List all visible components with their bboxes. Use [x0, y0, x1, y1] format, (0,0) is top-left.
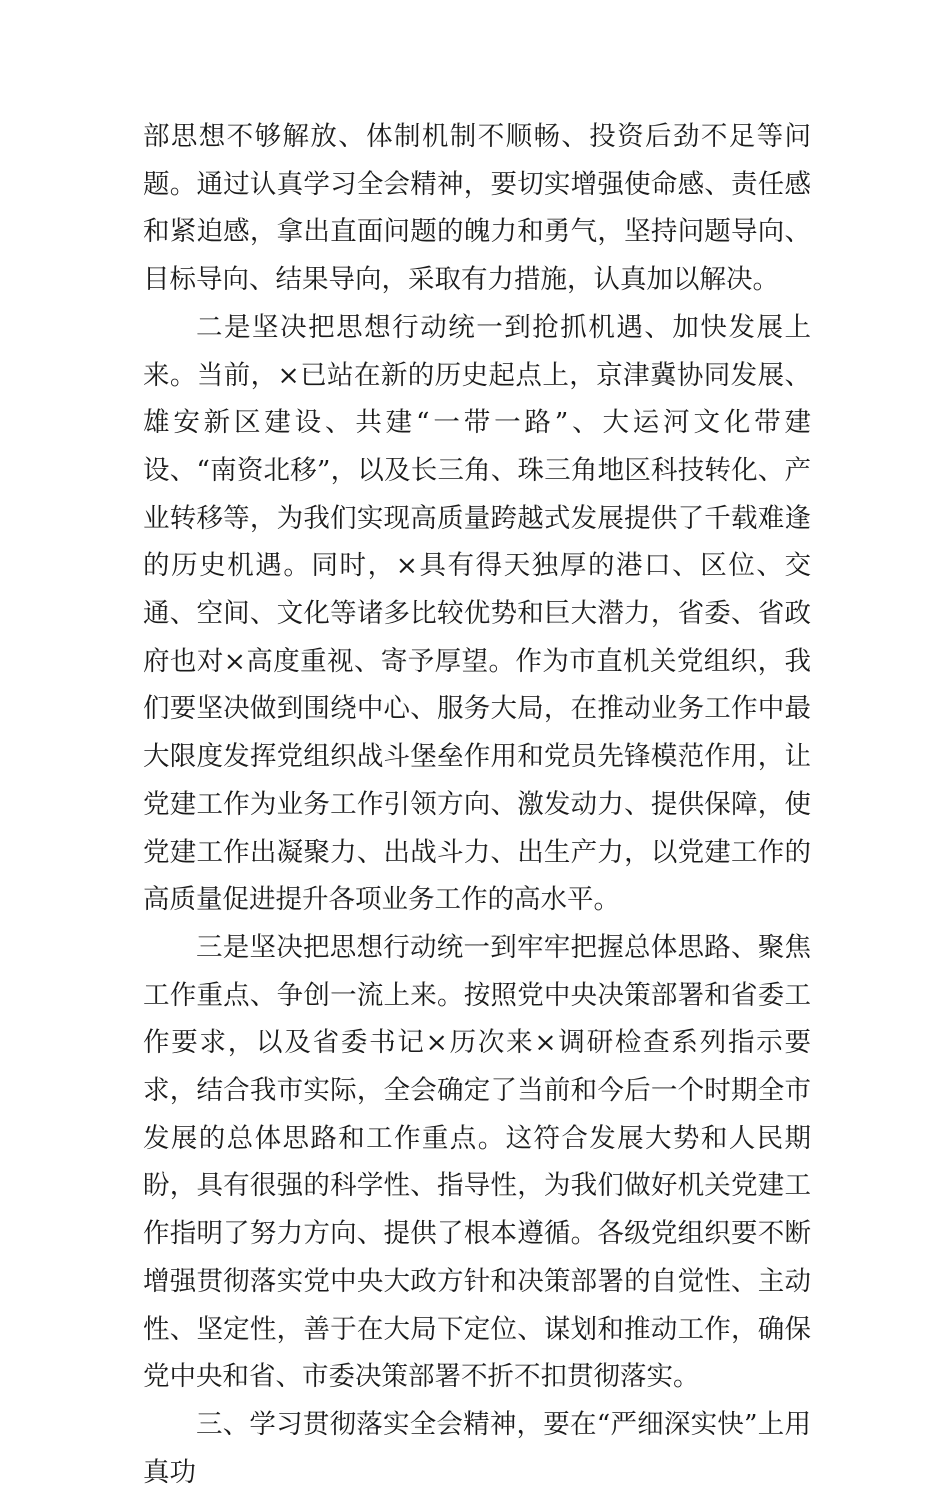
paragraph-point-two: 二是坚决把思想行动统一到抢抓机遇、加快发展上来。当前，×已站在新的历史起点上，京津冀协同发展、雄安新区建设、共建“一带一路”、大运河文化带建设、“南资北移”，以及长三角、珠三角地区科技转化、产业转移等，为我们实现高质量跨越式发展提供了千载难逢的历史机遇。同时，×具有得天独厚的港口、区位、交通、空间、文化等诸多比较优势和巨大潜力，省委、省政府也对×高度重视、寄予厚望。作为市直机关党组织，我们要坚决做到围绕中心、服务大局，在推动业务工作中最大限度发挥党组织战斗堡垒作用和党员先锋模范作用，让党建工作为业务工作引领方向、激发动力、提供保障，使党建工作出凝聚力、出战斗力、出生产力，以党建工作的高质量促进提升各项业务工作的高水平。	[143, 311, 811, 916]
section-heading-three: 三、学习贯彻落实全会精神，要在“严细深实快”上用真功	[143, 1408, 811, 1488]
paragraph-continuation: 部思想不够解放、体制机制不顺畅、投资后劲不足等问题。通过认真学习全会精神，要切实增强使命感、责任感和紧迫感，拿出直面问题的魄力和勇气，坚持问题导向、目标导向、结果导向，采取有力措施，认真加以解决。	[143, 121, 811, 296]
paragraph-point-three: 三是坚决把思想行动统一到牢牢把握总体思路、聚焦工作重点、争创一流上来。按照党中央决策部署和省委工作要求，以及省委书记×历次来×调研检查系列指示要求，结合我市实际，全会确定了当前和今后一个时期全市发展的总体思路和工作重点。这符合发展大势和人民期盼，具有很强的科学性、指导性，为我们做好机关党建工作指明了努力方向、提供了根本遵循。各级党组织要不断增强贯彻落实党中央大政方针和决策部署的自觉性、主动性、坚定性，善于在大局下定位、谋划和推动工作，确保党中央和省、市委决策部署不折不扣贯彻落实。	[143, 931, 811, 1393]
document-body	[143, 113, 811, 1496]
